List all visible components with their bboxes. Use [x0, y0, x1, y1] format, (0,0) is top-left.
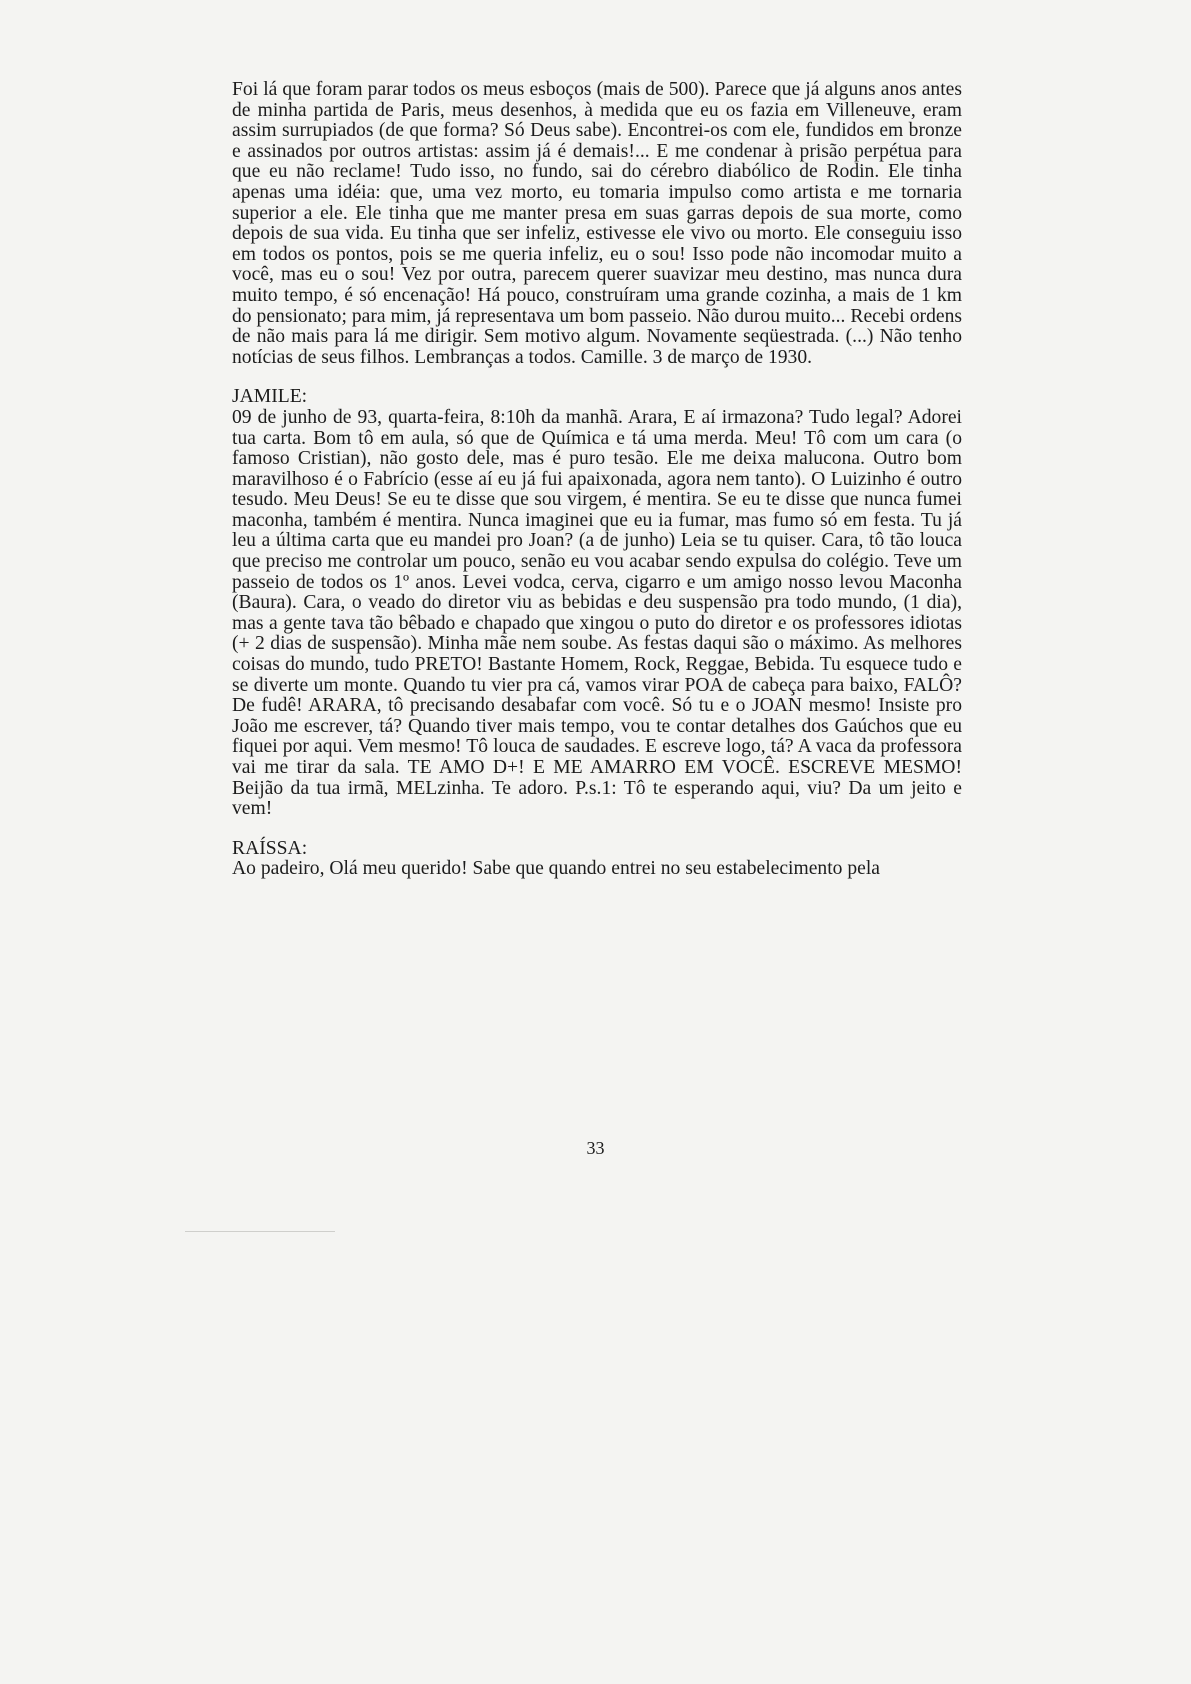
page-number: 33 — [586, 1138, 605, 1158]
scan-artifact-line — [185, 1231, 335, 1232]
raissa-letter-paragraph: Ao padeiro, Olá meu querido! Sabe que quando entrei no seu estabelecimento pela — [232, 858, 881, 880]
body-text — [232, 80, 962, 880]
camille-letter-paragraph: Foi lá que foram parar todos os meus esboços (mais de 500). Parece que já alguns anos antes de minha partida de Paris, meus desenhos, à medida que eu os fazia em Villeneuve, eram assim surrupiados (de que forma? Só Deus sabe). Encontrei-os com ele, fundidos em bronze e assinados por outros artistas: assim já é demais!... E me condenar à prisão perpétua para que eu não reclame! Tudo isso, no fundo, sai do cérebro diabólico de Rodin. Ele tinha apenas uma idéia: que, uma vez morto, eu tomaria impulso como artista e me tornaria superior a ele. Ele tinha que me manter presa em suas garras depois de sua morte, como depois de sua vida. Eu tinha que ser infeliz, estivesse ele vivo ou morto. Ele conseguiu isso em todos os pontos, pois se me queria infeliz, eu o sou! Isso pode não incomodar muito a você, mas eu o sou! Vez por outra, parecem querer suavizar meu destino, mas nunca dura muito tempo, é só encenação! Há pouco, construíram uma grande cozinha, a mais de 1 km do pensionato; para mim, já representava um bom passeio. Não durou muito... Recebi ordens de não mais para lá me dirigir. Sem motivo algum. Novamente seqüestrada. (...) Não tenho notícias de seus filhos. Lembranças a todos. Camille. 3 de março de 1930. — [232, 79, 962, 368]
jamile-heading: JAMILE: — [232, 386, 308, 408]
jamile-letter-paragraph: 09 de junho de 93, quarta-feira, 8:10h da manhã. Arara, E aí irmazona? Tudo legal? Adorei tua carta. Bom tô em aula, só que de Química e tá uma merda. Meu! Tô com um cara (o famoso Cristian), não gosto dele, mas é puro tesão. Ele me deixa malucona. Outro bom maravilhoso é o Fabrício (esse aí eu já fui apaixonada, agora nem tanto). O Luizinho é outro tesudo. Meu Deus! Se eu te disse que sou virgem, é mentira. Se eu te disse que nunca fumei maconha, também é mentira. Nunca imaginei que eu ia fumar, mas fumo só em festa. Tu já leu a última carta que eu mandei pro Joan? (a de junho) Leia se tu quiser. Cara, tô tão louca que preciso me controlar um pouco, senão eu vou acabar sendo expulsa do colégio. Teve um passeio de todos os 1º anos. Levei vodca, cerva, cigarro e um amigo nosso levou Maconha (Baura). Cara, o veado do diretor viu as bebidas e deu suspensão pra todo mundo, (1 dia), mas a gente tava tão bêbado e chapado que xingou o puto do diretor e os professores idiotas (+ 2 dias de suspensão). Minha mãe nem soube. As festas daqui são o máximo. As melhores coisas do mundo, tudo PRETO! Bastante Homem, Rock, Reggae, Bebida. Tu esquece tudo e se diverte um monte. Quando tu vier pra cá, vamos virar POA de cabeça para baixo, FALÔ? De fudê! ARARA, tô precisando desabafar com você. Só tu e o JOAN mesmo! Insiste pro João me escrever, tá? Quando tiver mais tempo, vou te contar detalhes dos Gaúchos que eu fiquei por aqui. Vem mesmo! Tô louca de saudades. E escreve logo, tá? A vaca da professora vai me tirar da sala. TE AMO D+! E ME AMARRO EM VOCÊ. ESCREVE MESMO! Beijão da tua irmã, MELzinha. Te adoro. P.s.1: Tô te esperando aqui, viu? Da um jeito e vem! — [232, 406, 962, 820]
raissa-heading: RAÍSSA: — [232, 837, 308, 859]
